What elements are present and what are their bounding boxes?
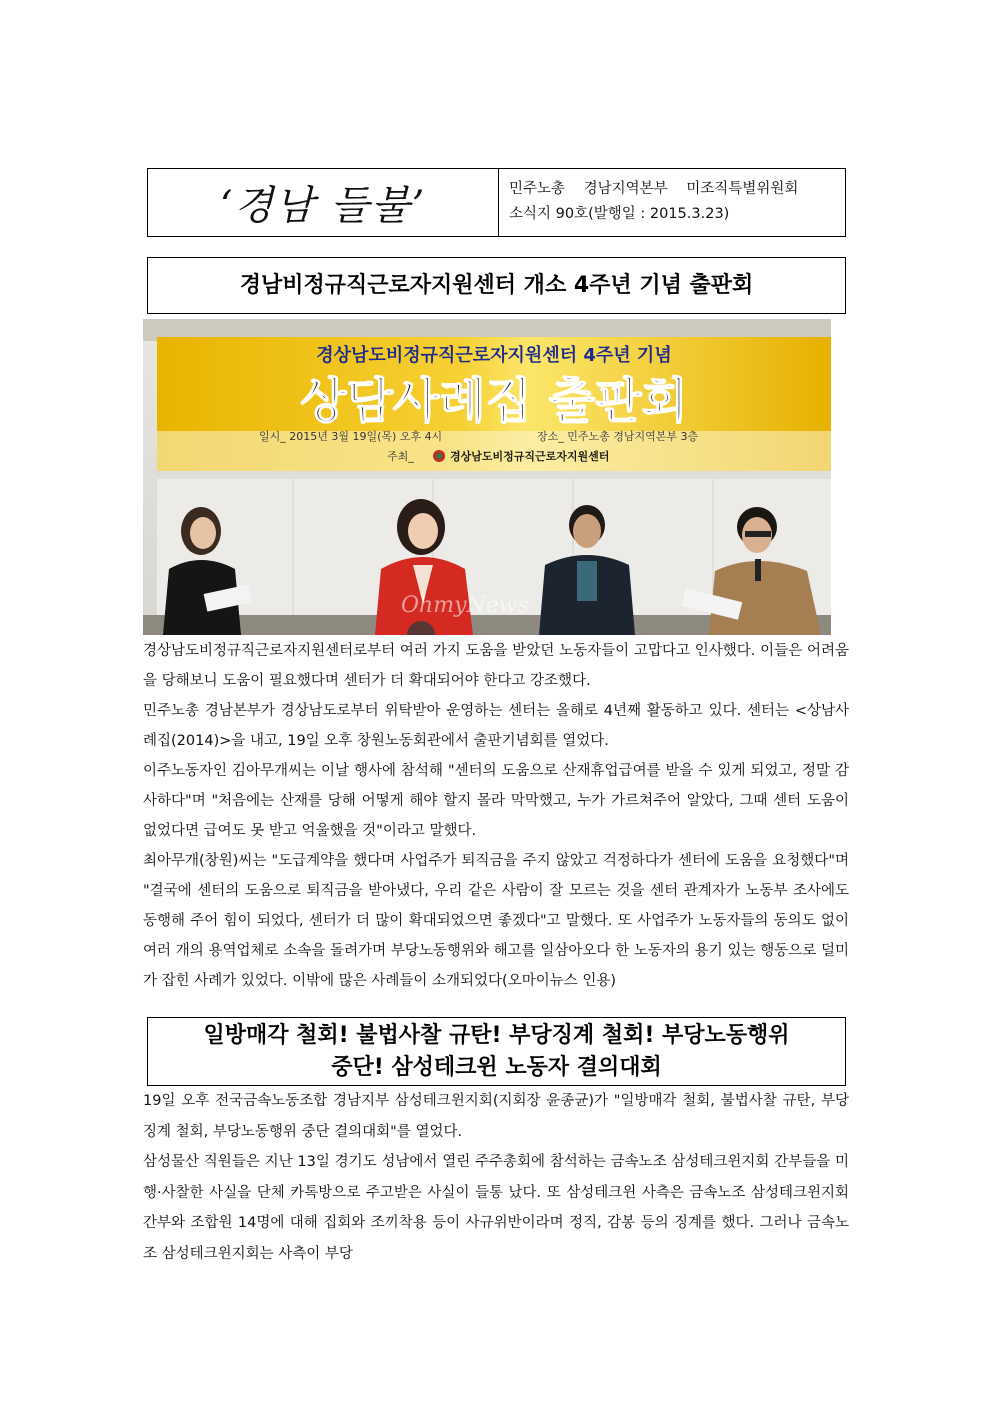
masthead-info [499,169,845,236]
article2-paragraph: 삼성물산 직원들은 지난 13일 경기도 성남에서 열린 주주총회에 참석하는 금속노조 삼성테크윈지회 간부들을 미행·사찰한 사실을 단체 카톡방으로 주고받은 사실이 들통 났다. 또 삼성테크윈 사측은 금속노조 삼성테크윈지회 간부와 조합원 14명에 대해 집회와 조끼착용 등이 사규위반이라며 정직, 감봉 등의 징계를 했다. 그러나 금속노조 삼성테크윈지회는 사측이 부당 [143,1154,849,1262]
article1-paragraph: 경상남도비정규직근로자지원센터로부터 여러 가지 도움을 받았던 노동자들이 고맙다고 인사했다. 이들은 어려움을 당해보니 도움이 필요했다며 센터가 더 확대되어야 한다고 강조했다. [143,643,849,689]
article1-paragraph: 이주노동자인 김아무개씨는 이날 행사에 참석해 "센터의 도움으로 산재휴업급여를 받을 수 있게 되었고, 정말 감사하다"며 "처음에는 산재를 당해 어떻게 해야 할지 몰라 막막했고, 누가 가르쳐주어 알았다, 그때 센터 도움이 없었다면 급여도 못 받고 억울했을 것"이라고 말했다. [143,763,849,839]
event-photo [143,319,831,635]
photo-watermark: OhmyNews [401,593,529,618]
newsletter-title: ‘경남 들불’ [148,169,499,236]
banner-place: 장소_ 민주노총 경남지역본부 3층 [537,430,699,443]
article1-headline: 경남비정규직근로자지원센터 개소 4주년 기념 출판회 [147,257,846,314]
article2-headline-line2: 중단! 삼성테크윈 노동자 결의대회 [331,1055,662,1080]
article2-paragraph: 19일 오후 전국금속노동조합 경남지부 삼성테크윈지회(지회장 윤종균)가 "일방매각 철회, 불법사찰 규탄, 부당징계 철회, 부당노동행위 중단 결의대회"를 열었다. [143,1093,849,1140]
banner-line2: 상담사례집 출판회 [300,373,688,429]
banner-host-label: 주최_ [387,450,414,463]
banner-date: 일시_ 2015년 3월 19일(목) 오후 4시 [259,430,443,443]
publisher-org: 민주노총 경남지역본부 미조직특별위원회 [509,181,799,197]
event-photo-image [143,319,831,635]
issue-info: 소식지 90호(발행일 : 2015.3.23) [509,206,730,222]
banner-host: 경상남도비정규직근로자지원센터 [450,450,610,463]
article1-paragraph: 민주노총 경남본부가 경상남도로부터 위탁받아 운영하는 센터는 올해로 4년째 활동하고 있다. 센터는 <상남사례집(2014)>을 내고, 19일 오후 창원노동회관에서 출판기념회를 열었다. [143,703,849,749]
microphone-icon [755,559,761,581]
article2-headline [147,1017,846,1086]
banner-line1: 경상남도비정규직근로자지원센터 4주년 기념 [316,345,672,366]
masthead [147,168,846,237]
article2-body [143,1086,849,1269]
article1-paragraph: 최아무개(창원)씨는 "도급계약을 했다며 사업주가 퇴직금을 주지 않았고 걱정하다가 센터에 도움을 요청했다"며 "결국에 센터의 도움으로 퇴직금을 받아냈다, 우리 같은 사람이 잘 모르는 것을 센터 관계자가 노동부 조사에도 동행해 주어 힘이 되었다, 센터가 더 많이 확대되었으면 좋겠다"고 말했다. 또 사업주가 노동자들의 동의도 없이 여러 개의 용역업체로 소속을 돌려가며 부당노동행위와 해고를 일삼아오다 한 노동자의 용기 있는 행동으로 덜미가 잡힌 사례가 있었다. 이밖에 많은 사례들이 소개되었다(오마이뉴스 인용) [143,853,849,989]
article2-headline-line1: 일방매각 철회! 불법사찰 규탄! 부당징계 철회! 부당노동행위 [203,1023,790,1048]
article1-body [143,636,849,996]
